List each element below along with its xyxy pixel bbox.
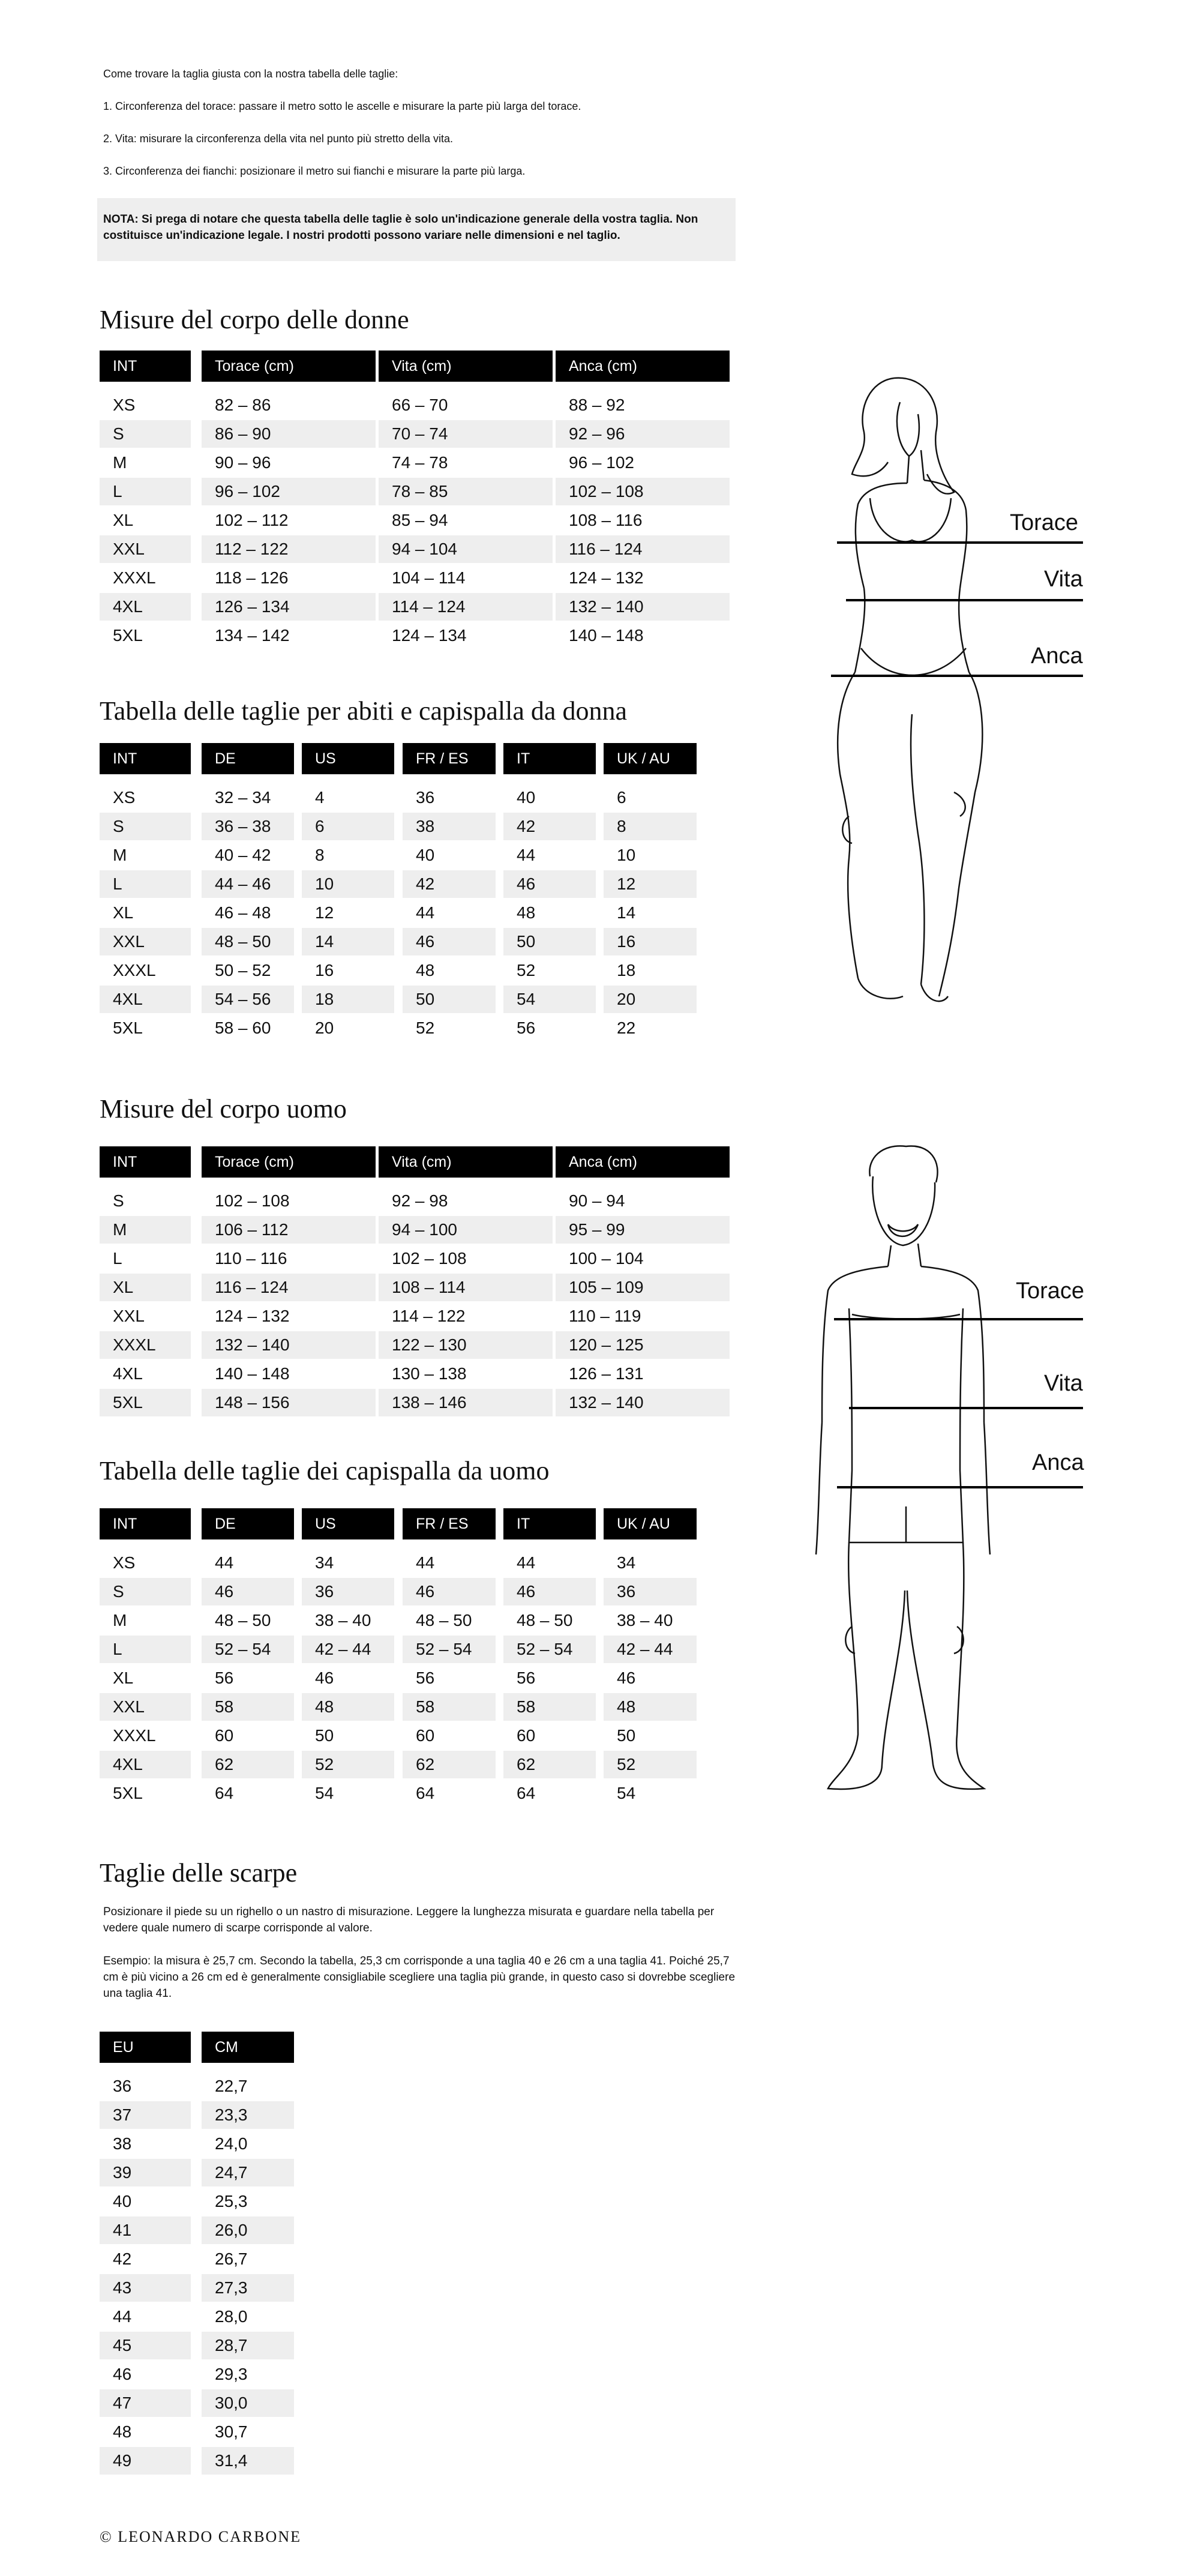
men-outerwear-title: Tabella delle taglie dei capispalla da uomo <box>100 1456 550 1485</box>
table-cell: 20 <box>315 1019 334 1037</box>
table-cell: M <box>100 1216 191 1244</box>
table-cell: 48 <box>517 903 536 922</box>
table-cell: 54 <box>315 1784 334 1802</box>
table-cell: 92 – 96 <box>556 420 730 448</box>
table-cell: 41 <box>100 2216 191 2244</box>
table-cell: 46 <box>403 928 496 955</box>
table-cell: 104 – 114 <box>392 568 466 587</box>
table-cell: 85 – 94 <box>392 511 448 529</box>
man-waist-line <box>849 1407 1083 1409</box>
table-cell: 6 <box>302 813 394 840</box>
column-header: Vita (cm) <box>379 351 553 382</box>
table-cell: 56 <box>517 1019 536 1037</box>
table-cell: 44 <box>215 1553 234 1572</box>
table-cell: 27,3 <box>202 2274 294 2302</box>
table-cell: 44 – 46 <box>202 870 294 898</box>
table-cell: 62 <box>202 1751 294 1778</box>
table-cell: 4XL <box>100 1751 191 1778</box>
table-cell: 114 – 124 <box>379 593 553 621</box>
woman-label-torace: Torace <box>1010 510 1079 535</box>
column-header: UK / AU <box>604 743 697 774</box>
table-cell: 78 – 85 <box>379 478 553 505</box>
table-cell: 12 <box>604 870 697 898</box>
table-cell: 40 – 42 <box>215 846 271 864</box>
table-cell: XXXL <box>113 961 156 980</box>
table-cell: 22 <box>617 1019 636 1037</box>
table-cell: 46 – 48 <box>215 903 271 922</box>
table-cell: 116 – 124 <box>202 1274 376 1301</box>
table-cell: 64 <box>215 1784 234 1802</box>
table-cell: 46 <box>113 2365 132 2383</box>
table-cell: 50 – 52 <box>215 961 271 980</box>
table-cell: 10 <box>617 846 636 864</box>
table-cell: 29,3 <box>215 2365 248 2383</box>
table-cell: S <box>100 813 191 840</box>
table-cell: 42 – 44 <box>302 1636 394 1663</box>
woman-hip-line <box>831 675 1083 677</box>
column-header: IT <box>503 1508 596 1539</box>
table-cell: 90 – 96 <box>215 453 271 472</box>
brand-footer: © LEONARDO CARBONE <box>100 2528 301 2545</box>
table-cell: 124 – 132 <box>569 568 644 587</box>
table-cell: 10 <box>302 870 394 898</box>
table-cell: 34 <box>617 1553 636 1572</box>
column-header: INT <box>100 351 191 382</box>
table-cell: 126 – 131 <box>569 1364 644 1383</box>
table-cell: 46 <box>202 1578 294 1605</box>
column-header: EU <box>100 2032 191 2063</box>
table-cell: 37 <box>100 2101 191 2129</box>
table-cell: 18 <box>617 961 636 980</box>
table-cell: 4 <box>315 788 325 807</box>
table-cell: 54 – 56 <box>202 986 294 1013</box>
column-header: Torace (cm) <box>202 1146 376 1178</box>
table-cell: 82 – 86 <box>215 396 271 414</box>
table-cell: 56 <box>416 1669 435 1687</box>
table-cell: 60 <box>416 1726 435 1745</box>
table-cell: 16 <box>315 961 334 980</box>
column-header: FR / ES <box>403 743 496 774</box>
table-cell: 62 <box>503 1751 596 1778</box>
table-cell: 52 – 54 <box>503 1636 596 1663</box>
table-cell: 116 – 124 <box>556 535 730 563</box>
table-cell: 52 – 54 <box>403 1636 496 1663</box>
note-box <box>97 198 736 261</box>
table-cell: 48 <box>604 1693 697 1721</box>
table-cell: 42 <box>503 813 596 840</box>
table-cell: 140 – 148 <box>215 1364 290 1383</box>
table-cell: 46 <box>617 1669 636 1687</box>
woman-chest-line <box>837 541 1083 544</box>
table-cell: 110 – 119 <box>569 1307 641 1325</box>
shoe-title: Taglie delle scarpe <box>100 1858 298 1888</box>
table-cell: 44 <box>113 2307 132 2326</box>
table-cell: 38 <box>403 813 496 840</box>
table-cell: 56 <box>215 1669 234 1687</box>
table-cell: XL <box>113 1669 134 1687</box>
table-cell: 52 <box>302 1751 394 1778</box>
table-cell: 40 <box>113 2192 132 2210</box>
table-cell: 43 <box>100 2274 191 2302</box>
table-cell: 90 – 94 <box>569 1191 625 1210</box>
table-cell: 124 – 134 <box>392 626 467 645</box>
table-cell: 24,7 <box>202 2159 294 2186</box>
table-cell: XXL <box>113 1307 145 1325</box>
table-cell: 94 – 100 <box>379 1216 553 1244</box>
table-cell: 108 – 114 <box>379 1274 553 1301</box>
table-cell: 36 <box>604 1578 697 1605</box>
table-cell: XXL <box>100 535 191 563</box>
table-cell: 48 – 50 <box>202 928 294 955</box>
table-cell: XXXL <box>100 1331 191 1359</box>
table-cell: 34 <box>315 1553 334 1572</box>
table-cell: 48 – 50 <box>517 1611 573 1630</box>
table-cell: 46 <box>403 1578 496 1605</box>
table-cell: 44 <box>416 903 435 922</box>
table-cell: 54 <box>503 986 596 1013</box>
table-cell: L <box>113 1249 122 1268</box>
table-cell: L <box>100 478 191 505</box>
table-cell: 100 – 104 <box>569 1249 644 1268</box>
women-body-title: Misure del corpo delle donne <box>100 305 409 334</box>
table-cell: 50 <box>617 1726 636 1745</box>
table-cell: 47 <box>100 2389 191 2417</box>
table-cell: 48 <box>416 961 435 980</box>
table-cell: 124 – 132 <box>215 1307 290 1325</box>
intro-heading: Come trovare la taglia giusta con la nostra tabella delle taglie: <box>103 68 398 80</box>
table-cell: 58 <box>503 1693 596 1721</box>
table-cell: 60 <box>517 1726 536 1745</box>
table-cell: 38 <box>113 2134 132 2153</box>
column-header: US <box>302 743 394 774</box>
table-cell: 48 – 50 <box>215 1611 271 1630</box>
table-cell: M <box>113 1611 127 1630</box>
table-cell: 102 – 112 <box>215 511 289 529</box>
table-cell: 96 – 102 <box>202 478 376 505</box>
table-cell: 88 – 92 <box>569 396 625 414</box>
table-cell: 86 – 90 <box>202 420 376 448</box>
table-cell: 44 <box>517 1553 536 1572</box>
table-cell: 58 – 60 <box>215 1019 271 1037</box>
table-cell: 132 – 140 <box>202 1331 376 1359</box>
table-cell: 132 – 140 <box>556 1389 730 1416</box>
table-cell: 102 – 108 <box>392 1249 467 1268</box>
table-cell: 4XL <box>113 1364 143 1383</box>
table-cell: XXL <box>100 1693 191 1721</box>
table-cell: 46 <box>315 1669 334 1687</box>
table-cell: 138 – 146 <box>379 1389 553 1416</box>
table-cell: L <box>100 1636 191 1663</box>
table-cell: 50 <box>503 928 596 955</box>
table-cell: 114 – 122 <box>392 1307 466 1325</box>
table-cell: 52 <box>604 1751 697 1778</box>
table-cell: 4XL <box>100 986 191 1013</box>
table-cell: 130 – 138 <box>392 1364 467 1383</box>
table-cell: 122 – 130 <box>379 1331 553 1359</box>
table-cell: XS <box>113 396 136 414</box>
table-cell: 42 <box>403 870 496 898</box>
men-body-title: Misure del corpo uomo <box>100 1094 347 1124</box>
table-cell: 56 <box>517 1669 536 1687</box>
table-cell: 148 – 156 <box>202 1389 376 1416</box>
table-cell: 46 <box>503 1578 596 1605</box>
table-cell: 92 – 98 <box>392 1191 448 1210</box>
women-clothing-title: Tabella delle taglie per abiti e capispalla da donna <box>100 696 627 726</box>
table-cell: 20 <box>604 986 697 1013</box>
table-cell: 58 <box>403 1693 496 1721</box>
column-header: IT <box>503 743 596 774</box>
table-cell: 26,7 <box>215 2249 248 2268</box>
table-cell: 24,0 <box>215 2134 248 2153</box>
table-cell: 45 <box>100 2332 191 2359</box>
column-header: US <box>302 1508 394 1539</box>
table-cell: 8 <box>604 813 697 840</box>
table-cell: 36 <box>416 788 435 807</box>
table-cell: M <box>113 846 127 864</box>
table-cell: 46 <box>503 870 596 898</box>
table-cell: 6 <box>617 788 626 807</box>
table-cell: 60 <box>215 1726 234 1745</box>
table-cell: 52 – 54 <box>202 1636 294 1663</box>
column-header: UK / AU <box>604 1508 697 1539</box>
column-header: INT <box>100 743 191 774</box>
table-cell: M <box>113 453 127 472</box>
table-cell: 102 – 108 <box>556 478 730 505</box>
table-cell: 26,0 <box>202 2216 294 2244</box>
table-cell: 30,7 <box>215 2422 248 2441</box>
table-cell: XXXL <box>113 1726 156 1745</box>
table-cell: 18 <box>302 986 394 1013</box>
table-cell: 48 <box>113 2422 132 2441</box>
man-chest-line <box>834 1318 1083 1320</box>
table-cell: 106 – 112 <box>202 1216 376 1244</box>
table-cell: 105 – 109 <box>556 1274 730 1301</box>
column-header: Anca (cm) <box>556 1146 730 1178</box>
table-cell: 74 – 78 <box>392 453 448 472</box>
table-cell: XL <box>100 1274 191 1301</box>
column-header: INT <box>100 1146 191 1178</box>
column-header: Anca (cm) <box>556 351 730 382</box>
table-cell: 64 <box>416 1784 435 1802</box>
table-cell: XXL <box>100 928 191 955</box>
table-cell: 5XL <box>113 1784 143 1802</box>
table-cell: 50 <box>403 986 496 1013</box>
table-cell: 132 – 140 <box>556 593 730 621</box>
table-cell: 14 <box>617 903 636 922</box>
table-cell: 8 <box>315 846 325 864</box>
note-text: NOTA: Si prega di notare che questa tabella delle taglie è solo un'indicazione generale della vostra taglia. Non costituisce un'indicazione legale. I nostri prodotti possono variare nelle dimensioni e nel taglio. <box>103 213 698 242</box>
woman-waist-line <box>846 599 1083 601</box>
man-label-torace: Torace <box>1016 1278 1085 1304</box>
table-cell: S <box>113 1191 124 1210</box>
table-cell: 36 <box>113 2077 132 2095</box>
table-cell: XXXL <box>113 568 156 587</box>
table-cell: 40 <box>416 846 435 864</box>
column-header: Torace (cm) <box>202 351 376 382</box>
table-cell: 49 <box>100 2447 191 2475</box>
table-cell: 52 <box>517 961 536 980</box>
column-header: DE <box>202 743 294 774</box>
column-header: Vita (cm) <box>379 1146 553 1178</box>
table-cell: 16 <box>604 928 697 955</box>
table-cell: 66 – 70 <box>392 396 448 414</box>
table-cell: S <box>100 420 191 448</box>
table-cell: 134 – 142 <box>215 626 290 645</box>
table-cell: 50 <box>315 1726 334 1745</box>
column-header: FR / ES <box>403 1508 496 1539</box>
table-cell: 36 <box>302 1578 394 1605</box>
table-cell: 38 – 40 <box>315 1611 371 1630</box>
table-cell: 42 – 44 <box>604 1636 697 1663</box>
column-header: CM <box>202 2032 294 2063</box>
column-header: INT <box>100 1508 191 1539</box>
table-cell: 64 <box>517 1784 536 1802</box>
table-cell: 62 <box>403 1751 496 1778</box>
table-cell: 54 <box>617 1784 636 1802</box>
table-cell: XS <box>113 788 136 807</box>
table-cell: 12 <box>315 903 334 922</box>
table-cell: XL <box>113 903 134 922</box>
table-cell: 112 – 122 <box>202 535 376 563</box>
table-cell: 52 <box>416 1019 435 1037</box>
shoe-instructions: Posizionare il piede su un righello o un nastro di misurazione. Leggere la lunghezza misurata e guardare nella tabella per vedere quale numero di scarpe corrisponde al valore. <box>103 1906 715 1934</box>
table-cell: 23,3 <box>202 2101 294 2129</box>
table-cell: XL <box>113 511 134 529</box>
table-cell: 96 – 102 <box>569 453 634 472</box>
table-cell: 28,0 <box>215 2307 248 2326</box>
table-cell: 42 <box>113 2249 132 2268</box>
woman-label-anca: Anca <box>1031 643 1083 669</box>
intro-step-3: 3. Circonferenza dei fianchi: posizionare il metro sui fianchi e misurare la parte più larga. <box>103 165 526 177</box>
woman-label-vita: Vita <box>1044 567 1083 592</box>
table-cell: 108 – 116 <box>569 511 643 529</box>
table-cell: 5XL <box>113 1019 143 1037</box>
table-cell: 44 <box>416 1553 435 1572</box>
table-cell: 70 – 74 <box>379 420 553 448</box>
table-cell: 140 – 148 <box>569 626 644 645</box>
table-cell: 36 – 38 <box>202 813 294 840</box>
table-cell: 25,3 <box>215 2192 248 2210</box>
table-cell: 48 <box>302 1693 394 1721</box>
table-cell: 39 <box>100 2159 191 2186</box>
table-cell: 32 – 34 <box>215 788 271 807</box>
table-cell: S <box>100 1578 191 1605</box>
table-cell: L <box>100 870 191 898</box>
table-cell: 5XL <box>100 1389 191 1416</box>
man-label-vita: Vita <box>1044 1371 1083 1396</box>
shoe-example: Esempio: la misura è 25,7 cm. Secondo la tabella, 25,3 cm corrisponde a una taglia 40 e 26 cm a una taglia 41. Poiché 25,7 cm è più vicino a 26 cm ed è generalmente consigliabile scegliere una taglia più grande, in questo caso si dovrebbe scegliere una taglia 41. <box>103 1955 736 2000</box>
column-header: DE <box>202 1508 294 1539</box>
table-cell: 14 <box>302 928 394 955</box>
table-cell: 44 <box>517 846 536 864</box>
table-cell: 120 – 125 <box>556 1331 730 1359</box>
table-cell: 48 – 50 <box>416 1611 472 1630</box>
intro-step-2: 2. Vita: misurare la circonferenza della vita nel punto più stretto della vita. <box>103 133 453 145</box>
table-cell: 102 – 108 <box>215 1191 290 1210</box>
table-cell: 31,4 <box>202 2447 294 2475</box>
table-cell: 5XL <box>113 626 143 645</box>
table-cell: 118 – 126 <box>215 568 289 587</box>
table-cell: 110 – 116 <box>215 1249 287 1268</box>
man-label-anca: Anca <box>1032 1450 1084 1475</box>
table-cell: 28,7 <box>202 2332 294 2359</box>
intro-step-1: 1. Circonferenza del torace: passare il metro sotto le ascelle e misurare la parte più larga del torace. <box>103 100 581 112</box>
woman-figure <box>798 360 1080 1020</box>
table-cell: 30,0 <box>202 2389 294 2417</box>
table-cell: 58 <box>202 1693 294 1721</box>
table-cell: 126 – 134 <box>202 593 376 621</box>
table-cell: 95 – 99 <box>556 1216 730 1244</box>
table-cell: 4XL <box>100 593 191 621</box>
table-cell: 40 <box>517 788 536 807</box>
man-hip-line <box>837 1486 1083 1488</box>
table-cell: XS <box>113 1553 136 1572</box>
table-cell: 22,7 <box>215 2077 248 2095</box>
table-cell: 94 – 104 <box>379 535 553 563</box>
table-cell: 38 – 40 <box>617 1611 673 1630</box>
